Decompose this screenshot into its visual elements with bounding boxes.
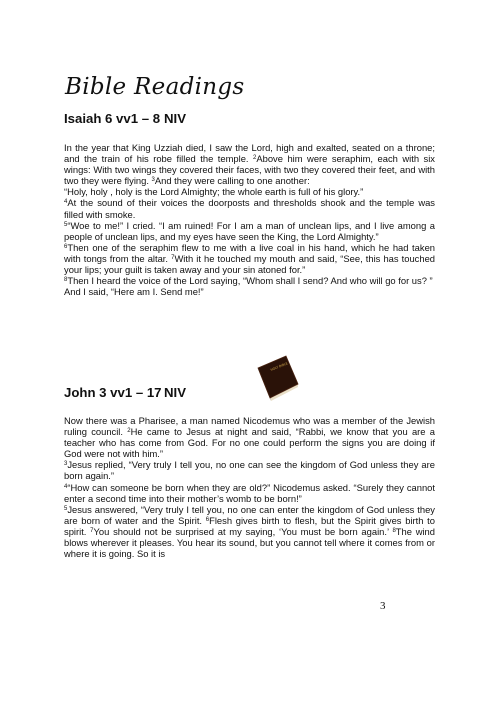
verse-paragraph: $^8$Then I heard the voice of the Lord saying, “Whom shall I send? And who will go for us? ” bbox=[64, 275, 433, 287]
reading-version: NIV bbox=[164, 385, 186, 400]
reading-text-john bbox=[64, 415, 435, 559]
reading-version: NIV bbox=[164, 111, 186, 126]
verse-paragraph: Now there was a Pharisee, a man named Nicodemus who was a member of the Jewish ruling council. $^2$He came to Jesus at night and said, “Rabbi, we know that you are a teacher who has come from God. For no one could perform the signs you are doing if God were not with him.” bbox=[64, 415, 435, 460]
reading-reference: Isaiah 6 vv1 – 8 bbox=[64, 111, 161, 126]
verse-paragraph: $^6$Then one of the seraphim flew to me with a live coal in his hand, which he had taken with tongs from the altar. $^7$With it he touched my mouth and said, “See, this has touched your lips; your guilt is taken away and your sin atoned for.” bbox=[64, 241, 435, 276]
book-label: HOLY BIBLE bbox=[269, 361, 289, 372]
verse-paragraph: $^3$Jesus replied, “Very truly I tell you, no one can see the kingdom of God unless they are born again.” bbox=[64, 459, 435, 482]
verse-paragraph: “Holy, holy , holy is the Lord Almighty; the whole earth is full of his glory.” bbox=[64, 186, 364, 198]
page-number: 3 bbox=[380, 600, 386, 612]
verse-paragraph: $^4$At the sound of their voices the doorposts and thresholds shook and the temple was filled with smoke. bbox=[64, 197, 435, 220]
verse-paragraph: In the year that King Uzziah died, I saw the Lord, high and exalted, seated on a throne; and the train of his robe filled the temple. $^2$Above him were seraphim, each with six wings: With two wings they covered their faces, with two they covered their feet, and with two they were flying. $^3$And they were calling to one another: bbox=[64, 142, 435, 187]
reading-text-isaiah bbox=[64, 142, 435, 297]
reading-heading-john bbox=[64, 385, 186, 400]
bible-book-icon bbox=[252, 352, 302, 402]
verse-paragraph: And I said, “Here am I. Send me!” bbox=[64, 286, 204, 298]
verse-paragraph: $^4$“How can someone be born when they are old?” Nicodemus asked. “Surely they cannot enter a second time into their mother’s womb to be born!” bbox=[64, 481, 435, 504]
reading-reference: John 3 vv1 – 17 bbox=[64, 385, 162, 400]
verse-paragraph: $^5$“Woe to me!” I cried. “I am ruined! For I am a man of unclean lips, and I live among a people of unclean lips, and my eyes have seen the King, the Lord Almighty.” bbox=[64, 219, 435, 242]
reading-heading-isaiah bbox=[64, 111, 186, 126]
page-title: Bible Readings bbox=[65, 74, 245, 100]
verse-paragraph: $^5$Jesus answered, “Very truly I tell you, no one can enter the kingdom of God unless they are born of water and the Spirit. $^6$Flesh gives birth to flesh, but the Spirit gives birth to spirit. $^7$You should not be surprised at my saying, ‘You must be born again.’ $^8$The wind blows wherever it pleases. You hear its sound, but you cannot tell where it comes from or where it is going. So it is bbox=[64, 503, 435, 560]
